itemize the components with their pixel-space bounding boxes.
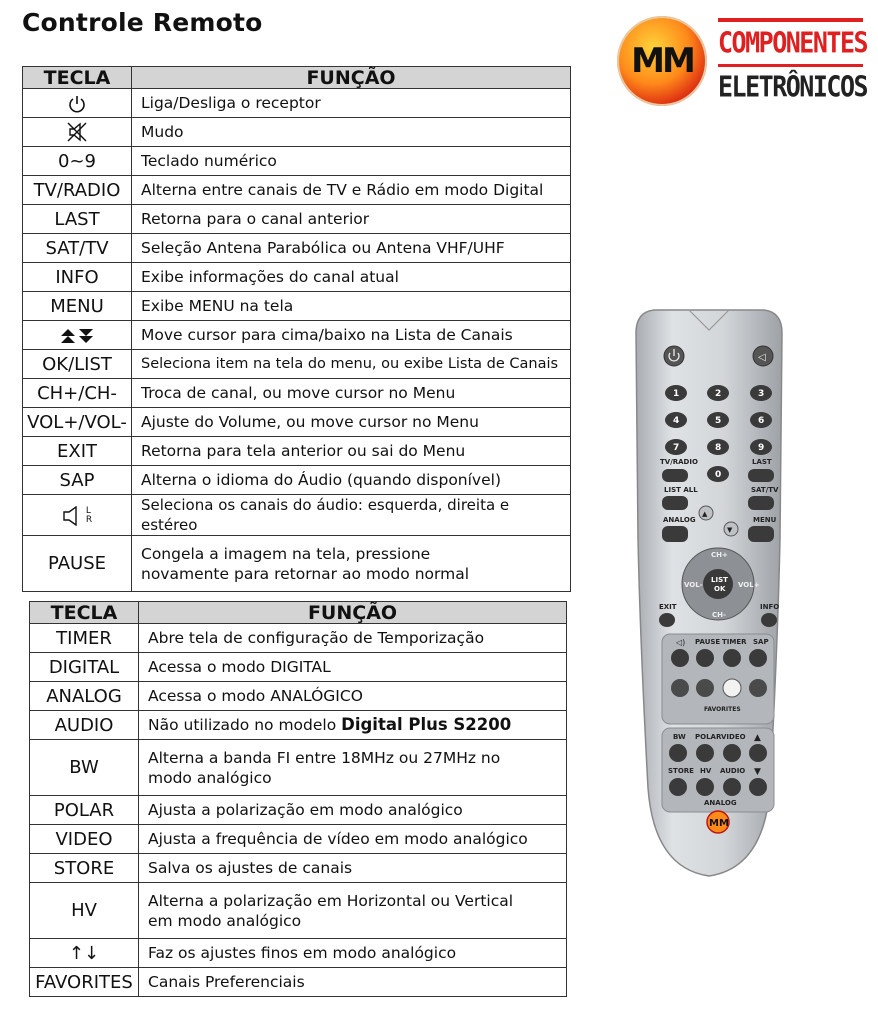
table-row	[23, 234, 571, 263]
header-key: TECLA	[23, 67, 132, 89]
digit-label-5: 5	[715, 416, 722, 426]
key-cell: DIGITAL	[30, 653, 139, 682]
function-line-1: Alterna a banda FI entre 18MHz ou 27MHz no	[148, 748, 501, 767]
key-cell: BW	[30, 740, 139, 796]
function-cell	[139, 740, 567, 796]
logo-line-1: COMPONENTES	[718, 26, 868, 60]
table-row	[23, 466, 571, 495]
key-cell: HV	[30, 883, 139, 939]
table-row	[23, 263, 571, 292]
key-cell: AUDIO	[30, 711, 139, 740]
favorites-label: FAVORITES	[704, 706, 741, 713]
function-cell	[139, 883, 567, 939]
pause-button	[696, 649, 714, 667]
pause-label: PAUSE	[695, 638, 721, 646]
table-row	[23, 408, 571, 437]
power-icon	[67, 94, 87, 114]
function-cell: Alterna o idioma do Áudio (quando disponível)	[132, 466, 571, 495]
table-row	[23, 205, 571, 234]
logo-bar-middle	[718, 64, 863, 67]
key-cell: PAUSE	[23, 536, 132, 592]
vol-plus-label: VOL+	[738, 581, 760, 589]
key-cell: 0~9	[23, 147, 132, 176]
exit-button	[659, 613, 675, 627]
menu-label: MENU	[753, 516, 777, 524]
last-button	[748, 469, 774, 482]
hv-button	[696, 778, 714, 796]
page-title: Controle Remoto	[22, 8, 263, 37]
exit-label: EXIT	[659, 603, 677, 611]
key-cell	[23, 89, 132, 118]
page-up-down-icon	[57, 326, 97, 346]
tvradio-button	[662, 469, 688, 482]
function-cell: Exibe MENU na tela	[132, 292, 571, 321]
table-row	[30, 939, 567, 968]
table-row	[23, 536, 571, 592]
key-cell	[23, 118, 132, 147]
polar-button	[696, 744, 714, 762]
keys-table-2	[29, 601, 567, 997]
function-cell: Move cursor para cima/baixo na Lista de Canais	[132, 321, 571, 350]
video-label: VIDEO	[721, 733, 746, 741]
logo-line-2: ELETRÔNICOS	[718, 70, 868, 104]
mute-icon	[65, 121, 89, 143]
table-row	[30, 796, 567, 825]
video-button	[723, 744, 741, 762]
table-row	[23, 379, 571, 408]
list-ok-label-1: LIST	[711, 576, 728, 584]
table-row	[30, 740, 567, 796]
function-cell: Canais Preferenciais	[139, 968, 567, 997]
audio-label: AUDIO	[720, 767, 746, 775]
function-line-1: Congela a imagem na tela, pressione	[141, 544, 431, 563]
last-label: LAST	[752, 458, 772, 466]
function-cell	[139, 711, 567, 740]
timer-label: TIMER	[722, 638, 747, 646]
key-cell: ↑↓	[30, 939, 139, 968]
digit-label-0: 0	[715, 470, 722, 480]
polar-label: POLAR	[695, 733, 722, 741]
mute-icon: ◁	[758, 352, 766, 363]
fine-down-button	[749, 778, 767, 796]
key-cell: SAT/TV	[23, 234, 132, 263]
function-line-2: em modo analógico	[148, 911, 302, 930]
key-cell	[23, 321, 132, 350]
store-label: STORE	[668, 767, 694, 775]
table-row	[30, 653, 567, 682]
fine-up-icon: ▲	[754, 733, 761, 743]
table-row	[23, 292, 571, 321]
store-button	[669, 778, 687, 796]
favorites-button-1	[671, 679, 689, 697]
function-cell: Seleciona os canais do áudio: esquerda, direita e estéreo	[132, 495, 571, 536]
table-row	[23, 495, 571, 536]
speaker-lr-icon	[62, 506, 84, 526]
table-row	[30, 883, 567, 939]
table-row	[30, 624, 567, 653]
remote-control-image	[634, 308, 784, 880]
key-cell: POLAR	[30, 796, 139, 825]
list-ok-button	[703, 569, 733, 599]
key-cell: STORE	[30, 854, 139, 883]
bw-button	[669, 744, 687, 762]
table-row	[23, 176, 571, 205]
key-cell: VIDEO	[30, 825, 139, 854]
remote-brand-text: MM	[709, 818, 729, 829]
digit-label-1: 1	[673, 389, 680, 399]
favorites-button-4	[749, 679, 767, 697]
listall-label: LIST ALL	[664, 486, 698, 494]
key-cell: VOL+/VOL-	[23, 408, 132, 437]
digit-label-8: 8	[715, 443, 722, 453]
table-row	[30, 682, 567, 711]
fine-up-button	[749, 744, 767, 762]
header-function: FUNÇÃO	[139, 602, 567, 624]
key-cell: MENU	[23, 292, 132, 321]
function-cell: Retorna para tela anterior ou sai do Menu	[132, 437, 571, 466]
key-cell: SAP	[23, 466, 132, 495]
table-header-row	[23, 67, 571, 89]
table-row	[23, 118, 571, 147]
audio-lr-button	[671, 649, 689, 667]
analog-button-label: ANALOG	[663, 516, 696, 524]
digit-label-2: 2	[715, 389, 722, 399]
table-row	[30, 825, 567, 854]
table-row	[23, 350, 571, 379]
tvradio-label: TV/RADIO	[660, 458, 698, 466]
function-cell: Mudo	[132, 118, 571, 147]
function-cell: Teclado numérico	[132, 147, 571, 176]
timer-button	[723, 649, 741, 667]
key-cell: LAST	[23, 205, 132, 234]
header-key: TECLA	[30, 602, 139, 624]
digit-label-9: 9	[758, 443, 765, 453]
fine-down-icon: ▼	[754, 767, 761, 777]
table-row	[23, 89, 571, 118]
key-cell: FAVORITES	[30, 968, 139, 997]
page-up-icon: ▲	[702, 510, 708, 518]
sattv-label: SAT/TV	[751, 486, 779, 494]
function-cell: Exibe informações do canal atual	[132, 263, 571, 292]
table-header-row	[30, 602, 567, 624]
function-line-2: novamente para retornar ao modo normal	[141, 564, 470, 583]
list-ok-label-2: OK	[714, 585, 726, 593]
key-cell: INFO	[23, 263, 132, 292]
function-cell	[132, 536, 571, 592]
function-cell: Seleciona item na tela do menu, ou exibe Lista de Canais	[132, 350, 571, 379]
key-cell	[23, 495, 132, 536]
key-cell: EXIT	[23, 437, 132, 466]
key-cell: TV/RADIO	[23, 176, 132, 205]
key-cell: OK/LIST	[23, 350, 132, 379]
speaker-lr-icon: ◁)	[676, 638, 686, 647]
brand-logo-mark	[617, 16, 707, 106]
table-row	[23, 437, 571, 466]
audio-button	[723, 778, 741, 796]
function-text: Não utilizado no modelo	[148, 716, 342, 734]
table-row	[23, 321, 571, 350]
sattv-button	[748, 496, 774, 510]
bw-label: BW	[673, 733, 686, 741]
function-cell: Acessa o modo DIGITAL	[139, 653, 567, 682]
logo-mm-text: MM	[631, 41, 693, 81]
function-cell: Seleção Antena Parabólica ou Antena VHF/UHF	[132, 234, 571, 263]
info-label: INFO	[760, 603, 780, 611]
key-cell: CH+/CH-	[23, 379, 132, 408]
function-cell: Troca de canal, ou move cursor no Menu	[132, 379, 571, 408]
model-name: Digital Plus S2200	[341, 715, 512, 734]
digit-label-6: 6	[758, 416, 765, 426]
function-cell: Ajusta a polarização em modo analógico	[139, 796, 567, 825]
speaker-l-label: L	[85, 505, 91, 516]
favorites-button-3	[723, 679, 741, 697]
function-cell: Abre tela de configuração de Temporização	[139, 624, 567, 653]
digit-label-3: 3	[758, 389, 765, 399]
function-cell: Ajuste do Volume, ou move cursor no Menu	[132, 408, 571, 437]
table-row	[30, 711, 567, 740]
ch-plus-label: CH+	[711, 551, 728, 559]
info-button	[761, 613, 777, 627]
ch-minus-label: CH-	[712, 611, 726, 619]
function-cell: Retorna para o canal anterior	[132, 205, 571, 234]
menu-button	[748, 526, 774, 542]
function-cell: Ajusta a frequência de vídeo em modo analógico	[139, 825, 567, 854]
function-line-2: modo analógico	[148, 768, 272, 787]
table-row	[23, 147, 571, 176]
digit-label-4: 4	[673, 416, 680, 426]
analog-label: ANALOG	[704, 799, 737, 807]
hv-label: HV	[700, 767, 712, 775]
key-cell: TIMER	[30, 624, 139, 653]
sap-label: SAP	[753, 638, 769, 646]
keys-table-1	[22, 66, 571, 592]
function-line-1: Alterna a polarização em Horizontal ou Vertical	[148, 891, 514, 910]
function-cell: Liga/Desliga o receptor	[132, 89, 571, 118]
page-down-icon: ▼	[727, 526, 733, 534]
function-cell: Acessa o modo ANALÓGICO	[139, 682, 567, 711]
table-row	[30, 854, 567, 883]
function-cell: Salva os ajustes de canais	[139, 854, 567, 883]
function-cell: Faz os ajustes finos em modo analógico	[139, 939, 567, 968]
function-cell: Alterna entre canais de TV e Rádio em modo Digital	[132, 176, 571, 205]
digit-label-7: 7	[673, 443, 680, 453]
analog-mode-button	[662, 526, 688, 542]
table-row	[30, 968, 567, 997]
key-cell: ANALOG	[30, 682, 139, 711]
favorites-button-2	[696, 679, 714, 697]
logo-bar-top	[718, 18, 863, 22]
listall-button	[662, 496, 688, 510]
vol-minus-label: VOL-	[684, 581, 703, 589]
header-function: FUNÇÃO	[132, 67, 571, 89]
speaker-r-label: R	[85, 514, 93, 525]
sap-button	[749, 649, 767, 667]
